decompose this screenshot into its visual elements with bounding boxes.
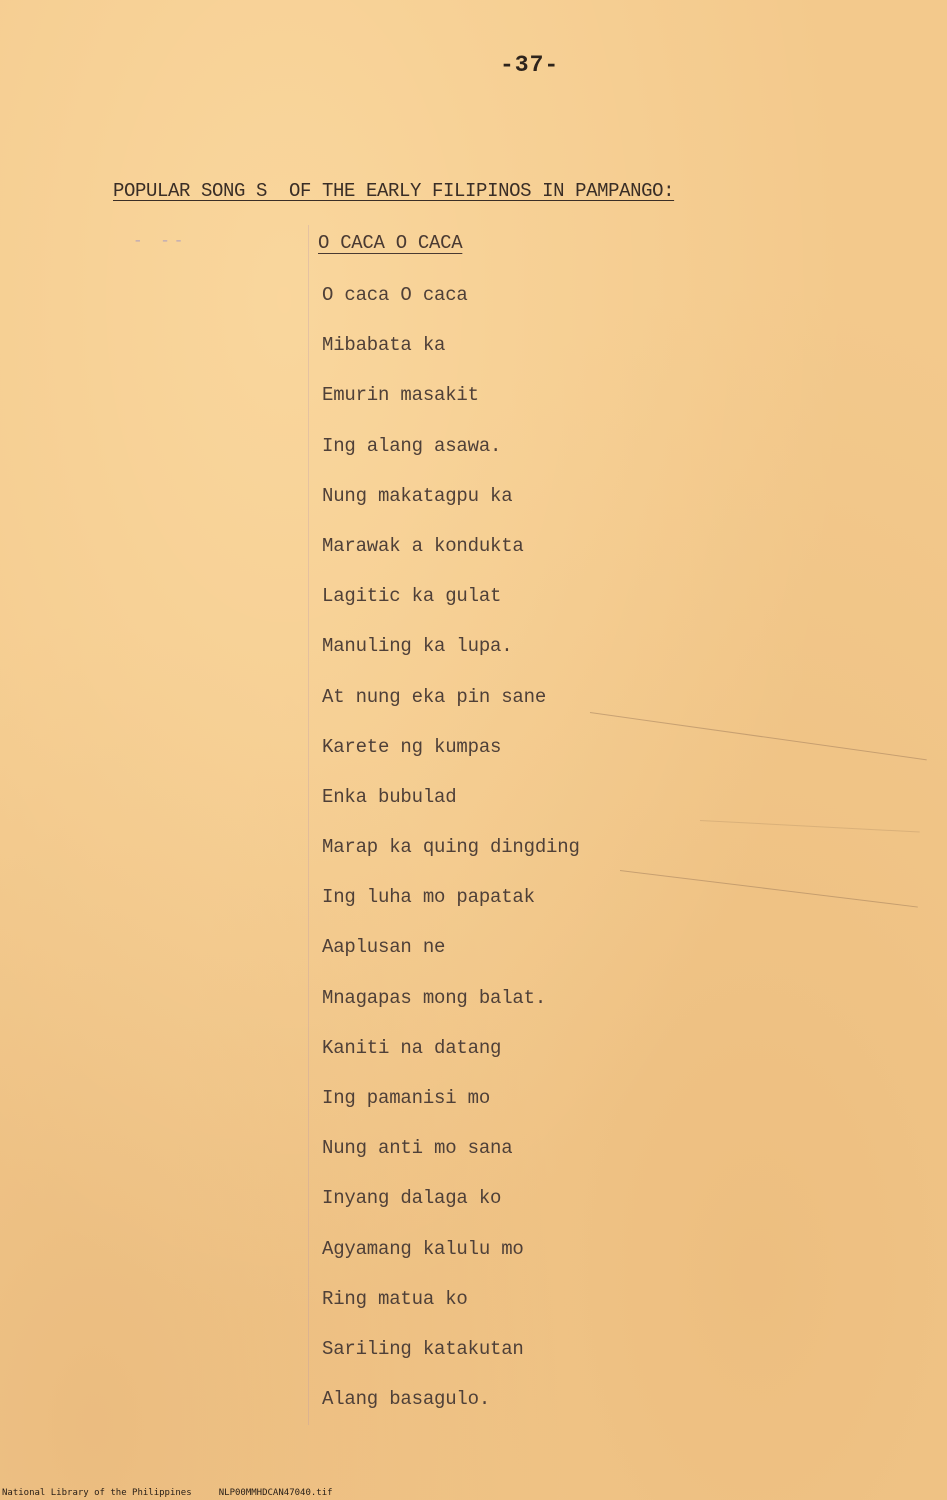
- lyric-line: Ing alang asawa.: [322, 434, 502, 457]
- lyric-line: Mibabata ka: [322, 334, 446, 357]
- paper-scratch: [620, 870, 918, 908]
- lyric-line: Karete ng kumpas: [322, 735, 502, 758]
- lyric-line: Emurin masakit: [322, 384, 479, 407]
- footer-library: National Library of the Philippines: [2, 1488, 192, 1498]
- lyric-line: Enka bubulad: [322, 785, 457, 808]
- lyric-line: Ing pamanisi mo: [322, 1087, 491, 1109]
- margin-dash-mark: - --: [133, 232, 188, 250]
- lyric-line: Nung makatagpu ka: [322, 484, 513, 507]
- lyric-line: Ing luha mo papatak: [322, 886, 535, 909]
- margin-guide-line: [308, 225, 309, 1425]
- page-heading: POPULAR SONG S OF THE EARLY FILIPINOS IN PAMPANGO:: [113, 180, 675, 202]
- lyric-line: Marawak a kondukta: [322, 534, 524, 557]
- lyric-line: Mnagapas mong balat.: [322, 986, 547, 1009]
- lyric-line: Nung anti mo sana: [322, 1137, 513, 1160]
- page-number: -37-: [500, 52, 560, 78]
- lyric-line: Marap ka quing dingding: [322, 836, 580, 859]
- song-lyrics: [322, 270, 580, 1424]
- song-title: O CACA O CACA: [318, 232, 463, 254]
- lyric-line: Manuling ka lupa.: [322, 635, 513, 658]
- scan-footer: [2, 1488, 333, 1498]
- lyric-line: At nung eka pin sane: [322, 685, 547, 708]
- lyric-line: Kaniti na datang: [322, 1036, 502, 1059]
- lyric-line: Lagitic ka gulat: [322, 585, 502, 608]
- lyric-line: Ring matua ko: [322, 1287, 468, 1310]
- lyric-line: O caca O caca: [322, 284, 468, 306]
- lyric-line: Alang basagulo.: [322, 1388, 491, 1411]
- lyric-line: Inyang dalaga ko: [322, 1187, 502, 1210]
- footer-filename: NLP00MMHDCAN47040.tif: [218, 1488, 333, 1498]
- lyric-line: Aaplusan ne: [322, 936, 446, 959]
- lyric-line: Agyamang kalulu mo: [322, 1237, 524, 1260]
- paper-scratch: [700, 820, 920, 833]
- paper-scratch: [590, 712, 927, 760]
- lyric-line: Sariling katakutan: [322, 1337, 524, 1360]
